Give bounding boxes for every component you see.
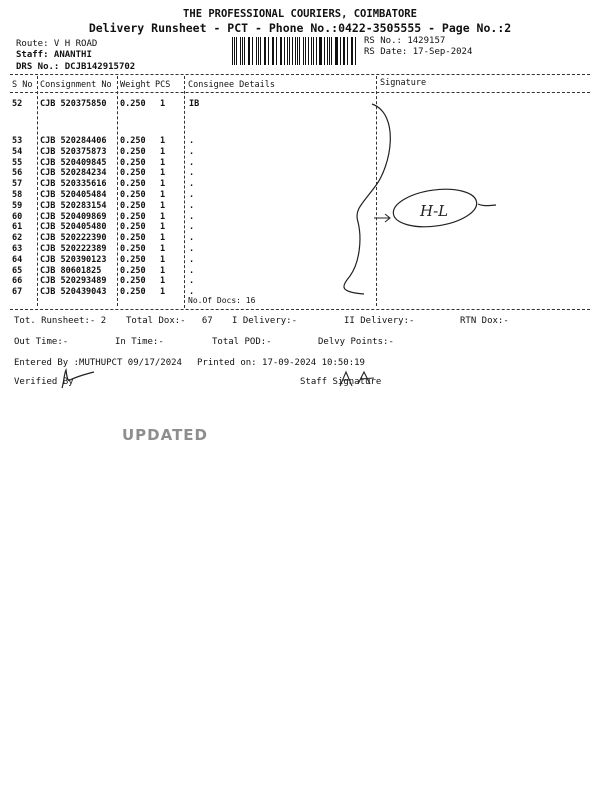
row-consignment: CJB 520405480	[40, 222, 107, 233]
col-consignee-details: Consignee Details	[188, 80, 275, 90]
row-weight: 0.250	[120, 179, 146, 190]
row-pcs: 1	[160, 179, 166, 190]
row-weight: 0.250	[120, 99, 146, 109]
row-pcs: 1	[160, 233, 166, 244]
barcode-bar	[268, 37, 269, 65]
row-details: .	[189, 265, 195, 276]
row-weight: 0.250	[120, 265, 146, 276]
entered-by: Entered By :MUTHUPCT 09/17/2024	[14, 358, 182, 368]
barcode-bar	[303, 37, 304, 65]
updated-stamp: UPDATED	[122, 426, 208, 444]
row-details: .	[189, 168, 195, 179]
row-sno: 67	[12, 287, 23, 298]
table-row	[10, 99, 370, 109]
row-pcs: 1	[160, 222, 166, 233]
total-dox: Total Dox:- 67	[126, 316, 213, 326]
row-weight: 0.250	[120, 222, 146, 233]
row-pcs: 1	[160, 244, 166, 254]
table-row	[10, 222, 370, 232]
row-sno: 65	[12, 265, 23, 276]
col-consignment: Consignment No	[40, 80, 112, 90]
row-sno: 61	[12, 222, 23, 233]
row-details: .	[189, 179, 195, 190]
table-row	[10, 158, 370, 168]
verified-signature	[58, 368, 98, 390]
barcode-bar	[344, 37, 345, 65]
delvy-points: Delvy Points:-	[318, 337, 394, 347]
table-row	[10, 136, 370, 146]
row-sno: 60	[12, 211, 23, 222]
divider	[10, 309, 590, 310]
staff-label: Staff: ANANTHI	[16, 50, 92, 60]
row-consignment: CJB 520283154	[40, 200, 107, 211]
row-details: .	[189, 157, 195, 168]
barcode-bar	[295, 37, 296, 65]
barcode	[232, 37, 358, 65]
row-sno: 54	[12, 146, 23, 157]
row-consignment: CJB 80601825	[40, 265, 102, 276]
row-weight: 0.250	[120, 276, 146, 287]
divider	[10, 92, 590, 93]
rs-number: RS No.: 1429157	[364, 36, 446, 46]
row-details: .	[189, 136, 195, 146]
row-consignment: CJB 520405484	[40, 190, 107, 200]
row-details: .	[189, 254, 195, 265]
verified-by-label: Verified By	[14, 377, 74, 387]
row-consignment: CJB 520409869	[40, 211, 107, 222]
row-consignment: CJB 520409845	[40, 157, 107, 168]
row-sno: 56	[12, 168, 23, 179]
barcode-bar	[320, 37, 321, 65]
row-weight: 0.250	[120, 244, 146, 254]
row-consignment: CJB 520375850	[40, 99, 107, 109]
table-row	[10, 201, 370, 211]
table-row	[10, 255, 370, 265]
barcode-bar	[336, 37, 337, 65]
row-consignment: CJB 520293489	[40, 276, 107, 287]
row-pcs: 1	[160, 157, 166, 168]
col-pcs: PCS	[155, 80, 171, 90]
row-pcs: 1	[160, 254, 166, 265]
row-weight: 0.250	[120, 157, 146, 168]
row-sno: 58	[12, 190, 23, 200]
row-details: .	[189, 287, 195, 298]
row-weight: 0.250	[120, 136, 146, 146]
handwritten-note	[390, 184, 500, 234]
table-row	[10, 244, 370, 254]
staff-signature-label: Staff Signature	[300, 377, 382, 387]
tot-runsheet: Tot. Runsheet:- 2	[14, 316, 107, 326]
i-delivery: I Delivery:-	[232, 316, 298, 326]
row-weight: 0.250	[120, 190, 146, 200]
row-pcs: 1	[160, 265, 166, 276]
rtn-dox: RTN Dox:-	[460, 316, 509, 326]
row-weight: 0.250	[120, 233, 146, 244]
row-consignment: CJB 520222390	[40, 233, 107, 244]
row-details: IB	[189, 99, 200, 109]
row-pcs: 1	[160, 190, 166, 200]
row-consignment: CJB 520222389	[40, 244, 107, 254]
row-sno: 64	[12, 254, 23, 265]
row-consignment: CJB 520284234	[40, 168, 107, 179]
printed-on: Printed on: 17-09-2024 10:50:19	[197, 358, 365, 368]
row-consignment: CJB 520439043	[40, 287, 107, 298]
barcode-bar	[232, 37, 233, 65]
staff-signature	[338, 370, 378, 390]
barcode-bar	[264, 37, 265, 65]
table-row	[10, 233, 370, 243]
row-sno: 57	[12, 179, 23, 190]
no-of-docs: No.Of Docs: 16	[188, 296, 256, 305]
row-weight: 0.250	[120, 254, 146, 265]
ii-delivery: II Delivery:-	[344, 316, 415, 326]
row-sno: 55	[12, 157, 23, 168]
col-signature: Signature	[380, 78, 427, 88]
row-sno: 52	[12, 99, 23, 109]
row-details: .	[189, 244, 195, 254]
row-pcs: 1	[160, 200, 166, 211]
row-weight: 0.250	[120, 146, 146, 157]
barcode-bar	[281, 37, 282, 65]
out-time: Out Time:-	[14, 337, 69, 347]
row-sno: 62	[12, 233, 23, 244]
runsheet-title: Delivery Runsheet - PCT - Phone No.:0422-3505555 - Page No.:2	[88, 21, 512, 35]
table-row	[10, 168, 370, 178]
barcode-bar	[240, 37, 241, 65]
barcode-bar	[305, 37, 306, 65]
barcode-bar	[252, 37, 253, 65]
table-row	[10, 190, 370, 200]
row-details: .	[189, 146, 195, 157]
row-details: .	[189, 200, 195, 211]
table-row	[10, 266, 370, 276]
note-text: H-L	[420, 202, 449, 220]
row-weight: 0.250	[120, 211, 146, 222]
barcode-bar	[351, 37, 352, 65]
row-pcs: 1	[160, 136, 166, 146]
row-details: .	[189, 222, 195, 233]
row-consignment: CJB 520390123	[40, 254, 107, 265]
in-time: In Time:-	[115, 337, 164, 347]
barcode-bar	[324, 37, 325, 65]
row-sno: 53	[12, 136, 23, 146]
col-weight: Weight	[120, 80, 151, 90]
divider	[10, 74, 590, 75]
row-consignment: CJB 520335616	[40, 179, 107, 190]
barcode-bar	[287, 37, 288, 65]
row-pcs: 1	[160, 168, 166, 179]
row-pcs: 1	[160, 287, 166, 298]
row-consignment: CJB 520284406	[40, 136, 107, 146]
table-row	[10, 147, 370, 157]
route-label: Route: V H ROAD	[16, 39, 98, 49]
row-pcs: 1	[160, 99, 166, 109]
row-sno: 59	[12, 200, 23, 211]
row-pcs: 1	[160, 276, 166, 287]
row-details: .	[189, 233, 195, 244]
barcode-bar	[313, 37, 314, 65]
company-title: THE PROFESSIONAL COURIERS, COIMBATORE	[183, 8, 417, 20]
table-row	[10, 179, 370, 189]
row-weight: 0.250	[120, 168, 146, 179]
barcode-bar	[331, 37, 332, 65]
table-row	[10, 276, 370, 286]
rs-date: RS Date: 17-Sep-2024	[364, 47, 473, 57]
row-consignment: CJB 520375873	[40, 146, 107, 157]
barcode-bar	[276, 37, 277, 65]
row-pcs: 1	[160, 146, 166, 157]
row-details: .	[189, 190, 195, 200]
row-sno: 66	[12, 276, 23, 287]
total-pod: Total POD:-	[212, 337, 272, 347]
col-sno: S No	[12, 80, 33, 90]
row-weight: 0.250	[120, 287, 146, 298]
row-weight: 0.250	[120, 200, 146, 211]
drs-number: DRS No.: DCJB142915702	[16, 62, 136, 72]
row-pcs: 1	[160, 211, 166, 222]
row-details: .	[189, 211, 195, 222]
row-details: .	[189, 276, 195, 287]
row-sno: 63	[12, 244, 23, 254]
barcode-bar	[244, 37, 245, 65]
barcode-bar	[256, 37, 257, 65]
table-row	[10, 212, 370, 222]
